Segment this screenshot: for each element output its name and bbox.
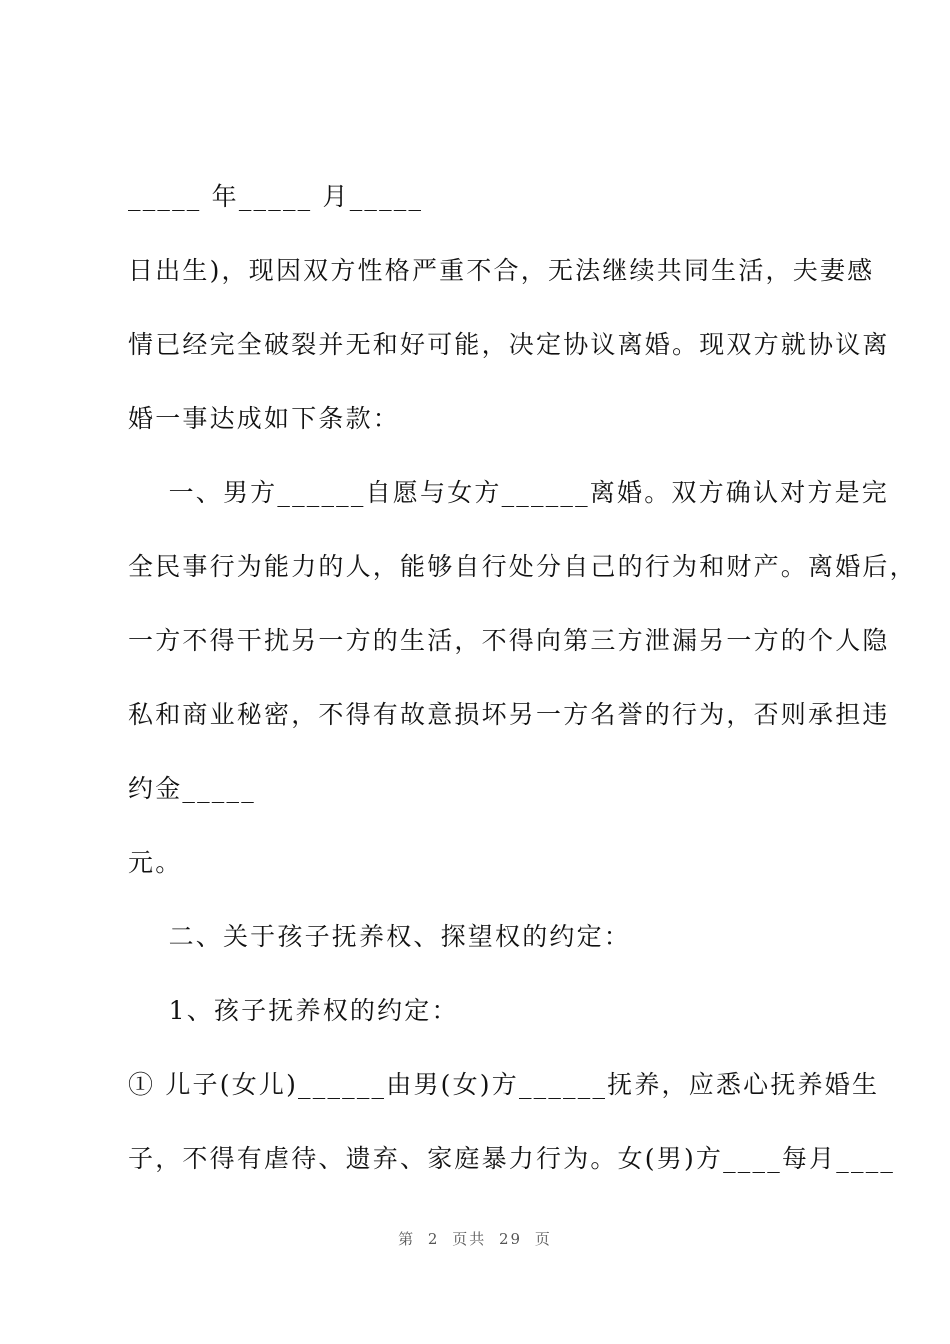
text-line-11: 二、关于孩子抚养权、探望权的约定：	[128, 922, 631, 951]
text-line-14: 子，不得有虐待、遗弃、家庭暴力行为。女(男)方____每月____	[128, 1144, 896, 1173]
text-line-4: 婚一事达成如下条款：	[128, 404, 401, 433]
text-line-1: _____ 年_____ 月_____	[128, 182, 424, 211]
text-line-10: 元。	[128, 848, 183, 877]
text-line-3: 情已经完全破裂并无和好可能，决定协议离婚。现双方就协议离	[128, 330, 890, 359]
text-line-7: 一方不得干扰另一方的生活，不得向第三方泄漏另一方的个人隐	[128, 626, 890, 655]
text-line-9: 约金_____	[128, 774, 256, 803]
text-line-2: 日出生)，现因双方性格严重不合，无法继续共同生活，夫妻感	[128, 256, 875, 285]
text-line-5: 一、男方______自愿与女方______离婚。双方确认对方是完	[128, 478, 889, 507]
text-line-8: 私和商业秘密，不得有故意损坏另一方名誉的行为，否则承担违	[128, 700, 890, 729]
text-line-6: 全民事行为能力的人，能够自行处分自己的行为和财产。离婚后，	[128, 552, 917, 581]
page-footer: 第 2 页共 29 页	[398, 1230, 552, 1248]
text-line-12: 1、孩子抚养权的约定：	[128, 996, 459, 1025]
text-line-13: ① 儿子(女儿)______由男(女)方______抚养，应悉心抚养婚生	[128, 1070, 880, 1099]
